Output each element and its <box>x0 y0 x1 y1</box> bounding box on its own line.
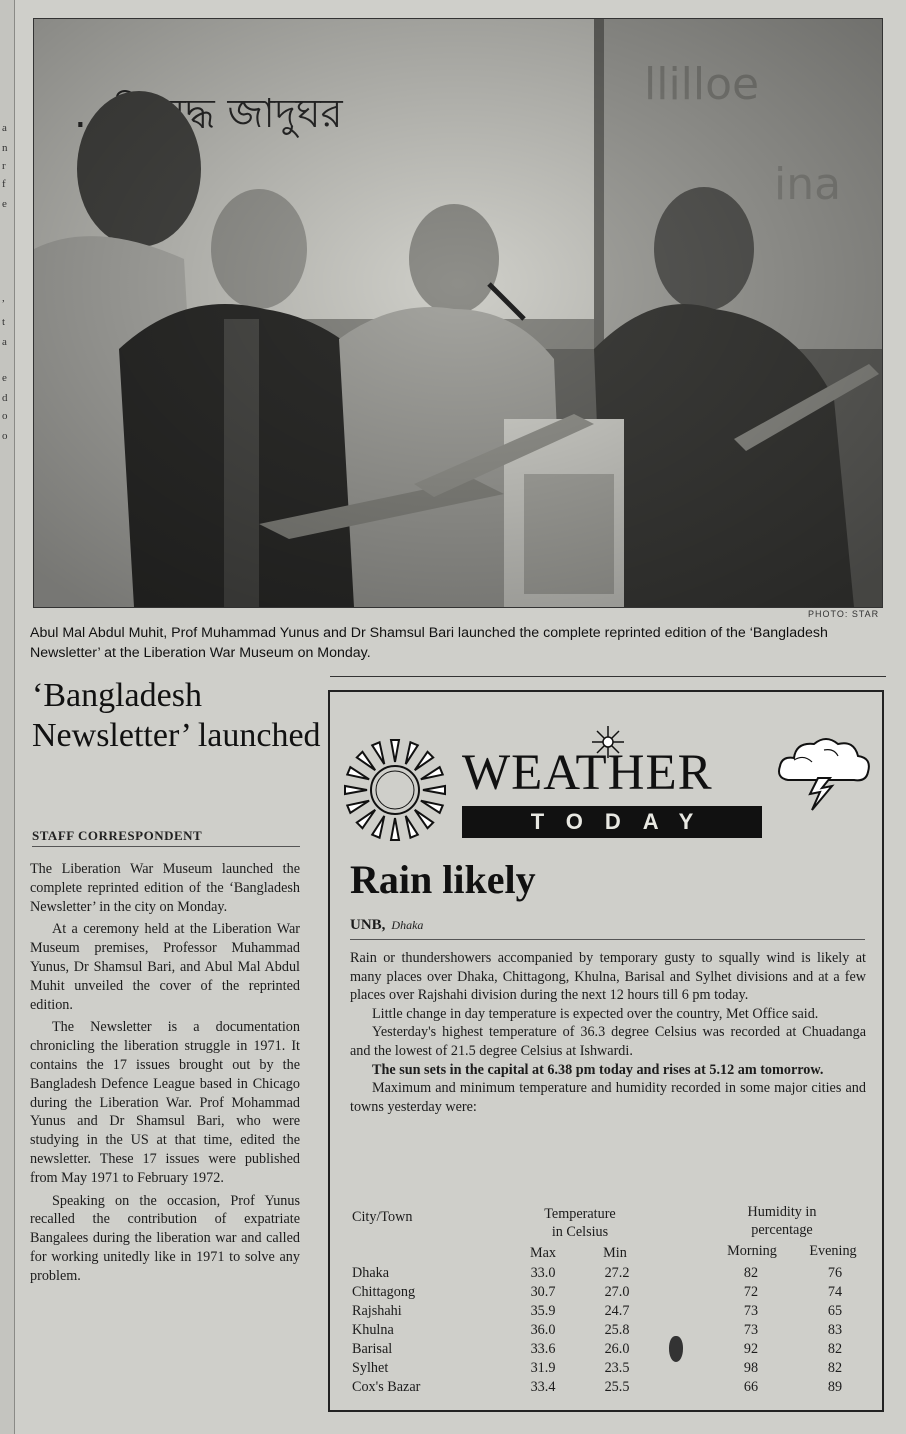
agency: UNB, <box>350 917 386 933</box>
table-cell-max: 36.0 <box>530 1322 556 1338</box>
table-cell-city: Cox's Bazar <box>352 1379 421 1395</box>
article-body <box>30 860 300 1290</box>
photo-caption: Abul Mal Abdul Muhit, Prof Muhammad Yunus and Dr Shamsul Bari launched the complete reprinted edition of the ‘Bangladesh Newsletter’ at the Liberation War Museum on Monday. <box>30 625 828 661</box>
temp-group-header <box>510 1205 650 1241</box>
ink-smudge <box>669 1336 683 1362</box>
weather-body <box>350 949 866 1116</box>
edge-fragment: o <box>2 430 8 442</box>
table-cell-evening: 74 <box>827 1284 843 1300</box>
news-photo <box>33 18 883 608</box>
table-cell-morning: 92 <box>743 1341 759 1357</box>
evening-column <box>810 1264 860 1397</box>
table-cell-evening: 89 <box>827 1379 843 1395</box>
table-cell-city: Barisal <box>352 1341 393 1357</box>
table-cell-morning: 73 <box>743 1322 759 1338</box>
edge-fragment: o <box>2 410 8 422</box>
article-paragraph: The Liberation War Museum launched the complete reprinted edition of the ‘Bangladesh Newsletter’ in the city on Monday. <box>30 861 300 915</box>
hum-group-line1: Humidity in <box>747 1204 817 1220</box>
article-paragraph: Speaking on the occasion, Prof Yunus recalled the contribution of expatriate Bangalees during the liberation war and called for working unitedly like in 1971 to solve any problem. <box>30 1192 300 1284</box>
humidity-group-header <box>712 1203 852 1239</box>
sun-times: The sun sets in the capital at 6.38 pm today and rises at 5.12 am tomorrow. <box>372 1061 824 1078</box>
col-morning: Morning <box>727 1243 777 1259</box>
divider <box>350 939 865 940</box>
edge-fragment: n <box>2 142 8 154</box>
storm-cloud-icon <box>774 732 874 812</box>
edge-fragment: a <box>2 122 7 134</box>
sun-icon <box>342 737 448 843</box>
table-cell-morning: 73 <box>743 1303 759 1319</box>
table-cell-city: Chittagong <box>352 1284 416 1300</box>
edge-fragment: t <box>2 316 6 328</box>
edge-fragment: e <box>2 198 7 210</box>
min-column <box>592 1264 642 1397</box>
table-cell-city: Dhaka <box>352 1265 390 1281</box>
weather-paragraph: Little change in day temperature is expected over the country, Met Office said. <box>372 1005 819 1022</box>
weather-headline: Rain likely <box>350 857 536 902</box>
table-cell-morning: 82 <box>743 1265 759 1281</box>
table-cell-min: 25.5 <box>604 1379 630 1395</box>
edge-fragment: f <box>2 178 6 190</box>
table-cell-max: 30.7 <box>530 1284 556 1300</box>
table-cell-city: Rajshahi <box>352 1303 402 1319</box>
article-paragraph: At a ceremony held at the Liberation War Museum premises, Professor Muhammad Yunus, Dr Shamsul Bari, and Abul Mal Abdul Muhit unveiled the cover of the reprinted edition. <box>30 921 300 1013</box>
table-cell-morning: 66 <box>743 1379 759 1395</box>
table-cell-max: 33.4 <box>530 1379 556 1395</box>
photo-credit: PHOTO: STAR <box>808 609 880 619</box>
edge-fragment: d <box>2 392 8 404</box>
weather-title: WEATHER <box>462 745 713 801</box>
weather-paragraph: Yesterday's highest temperature of 36.3 degree Celsius was recorded at Chuadanga and the lowest of 21.5 degree Celsius at Ishwardi. <box>350 1024 866 1059</box>
table-cell-max: 35.9 <box>530 1303 556 1319</box>
edge-fragment: e <box>2 372 7 384</box>
page-edge <box>0 0 15 1434</box>
table-cell-evening: 83 <box>827 1322 843 1338</box>
max-column <box>518 1264 568 1397</box>
table-cell-min: 26.0 <box>604 1341 630 1357</box>
table-cell-min: 25.8 <box>604 1322 630 1338</box>
table-cell-min: 23.5 <box>604 1360 630 1376</box>
table-cell-max: 33.6 <box>530 1341 556 1357</box>
table-cell-evening: 82 <box>827 1341 843 1357</box>
col-min: Min <box>603 1245 627 1261</box>
table-cell-evening: 82 <box>827 1360 843 1376</box>
article-byline: STAFF CORRESPONDENT <box>32 828 203 843</box>
col-city: City/Town <box>352 1209 413 1225</box>
article-headline: ‘Bangladesh Newsletter’ launched <box>32 677 321 754</box>
dateline: Dhaka <box>391 918 424 932</box>
table-cell-morning: 98 <box>743 1360 759 1376</box>
temp-group-line1: Temperature <box>544 1206 616 1222</box>
temp-group-line2: in Celsius <box>551 1224 609 1240</box>
table-cell-min: 27.0 <box>604 1284 630 1300</box>
weather-paragraph: Rain or thundershowers accompanied by temporary gusty to squally wind is likely at many places over Dhaka, Chittagong, Khulna, Barisal and Sylhet divisions and at a few places over Rajshahi division during the next 12 hours till 6 pm today. <box>350 950 866 1004</box>
divider <box>330 676 886 677</box>
table-cell-min: 27.2 <box>604 1265 630 1281</box>
table-cell-max: 33.0 <box>530 1265 556 1281</box>
hum-group-line2: percentage <box>751 1222 813 1238</box>
table-cell-max: 31.9 <box>530 1360 556 1376</box>
table-cell-evening: 65 <box>827 1303 843 1319</box>
edge-fragment: a <box>2 336 7 348</box>
morning-column <box>726 1264 776 1397</box>
col-evening: Evening <box>809 1243 857 1259</box>
table-cell-city: Khulna <box>352 1322 394 1338</box>
article-paragraph: The Newsletter is a documentation chronicling the liberation struggle in 1971. It contains the 17 issues brought out by the Bangladesh Defence League based in Chicago during the Liberation War. Prof Mohammad Yunus and Dr Shamsul Bari, who were studying in the US at that time, edited the newsletter. These 17 issues were published from May 1971 to February 1972. <box>30 1019 300 1186</box>
table-cell-evening: 76 <box>827 1265 843 1281</box>
divider <box>32 846 300 847</box>
city-column <box>352 1264 420 1397</box>
table-cell-min: 24.7 <box>604 1303 630 1319</box>
table-intro: Maximum and minimum temperature and humidity recorded in some major cities and towns yesterday were: <box>350 1080 866 1115</box>
table-cell-city: Sylhet <box>352 1360 389 1376</box>
weather-subtitle: TODAY <box>462 806 762 838</box>
weather-byline <box>350 917 423 934</box>
table-cell-morning: 72 <box>743 1284 759 1300</box>
edge-fragment: r <box>2 160 6 172</box>
col-max: Max <box>529 1245 556 1261</box>
edge-fragment: , <box>2 292 5 304</box>
